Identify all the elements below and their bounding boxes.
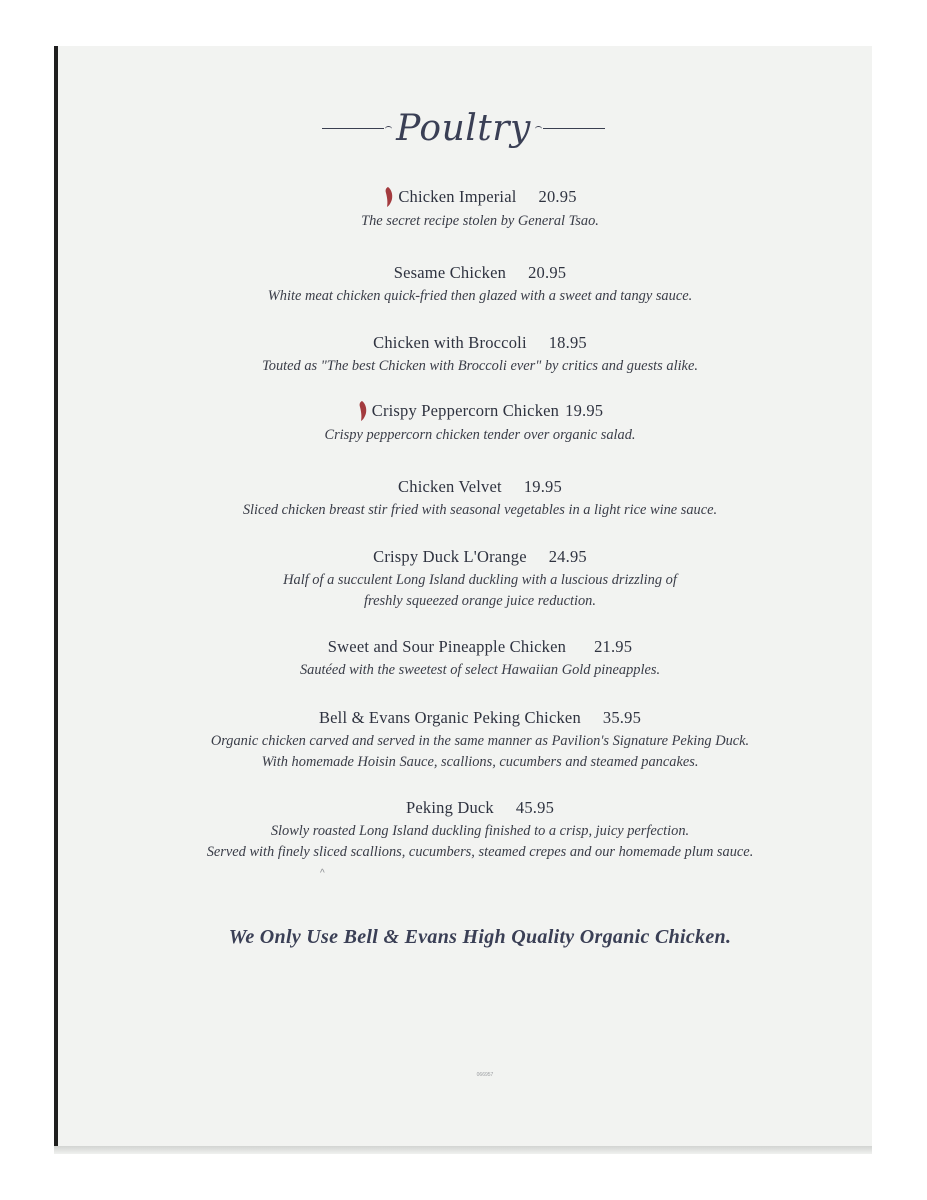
item-description-line: Served with finely sliced scallions, cucumbers, steamed crepes and our homemade plum sauce. (206, 844, 754, 860)
item-description (100, 500, 860, 521)
item-price: 24.95 (548, 547, 587, 566)
menu-item (100, 477, 860, 521)
item-description (100, 356, 860, 377)
item-description (100, 425, 860, 446)
item-price: 20.95 (538, 187, 577, 206)
menu-item (100, 708, 860, 773)
item-description-line: Organic chicken carved and served in the same manner as Pavilion's Signature Peking Duck. (210, 733, 750, 749)
item-description (100, 660, 860, 681)
menu-item (100, 333, 860, 377)
item-price: 19.95 (523, 477, 562, 496)
item-name: Crispy Peppercorn Chicken (371, 401, 560, 420)
menu-item (100, 400, 860, 446)
heading-rule-right (543, 128, 605, 129)
item-description-line: With homemade Hoisin Sauce, scallions, cucumbers and steamed pancakes. (261, 754, 699, 770)
item-name: Chicken Velvet (398, 477, 502, 496)
item-description-line: Half of a succulent Long Island duckling with a luscious drizzling of (283, 572, 677, 588)
item-price: 35.95 (602, 708, 642, 727)
section-title: Poultry (396, 108, 531, 149)
item-description-line: Touted as "The best Chicken with Broccoli ever" by critics and guests alike. (262, 358, 698, 374)
item-description-line: Sautéed with the sweetest of select Hawaiian Gold pineapples. (299, 662, 661, 678)
item-description (100, 821, 860, 863)
item-price: 21.95 (594, 637, 633, 656)
menu-item (100, 637, 860, 681)
item-price: 20.95 (528, 263, 567, 282)
item-description (100, 286, 860, 307)
item-description-line: Crispy peppercorn chicken tender over organic salad. (324, 427, 636, 443)
menu-item (100, 547, 860, 612)
item-description-line: freshly squeezed orange juice reduction. (364, 593, 596, 609)
item-price: 45.95 (515, 798, 555, 817)
menu-item (100, 798, 860, 863)
item-description (100, 570, 860, 612)
footer-note: We Only Use Bell & Evans High Quality Organic Chicken. (228, 926, 732, 948)
item-price: 19.95 (565, 401, 604, 420)
item-price: 18.95 (548, 333, 587, 352)
item-name: Sesame Chicken (393, 263, 507, 282)
item-description (100, 211, 860, 232)
item-name: Crispy Duck L'Orange (373, 547, 527, 566)
item-name: Chicken with Broccoli (373, 333, 527, 352)
print-caret-mark: ^ (320, 868, 325, 879)
chili-pepper-icon (383, 186, 395, 208)
item-description-line: Slowly roasted Long Island duckling finished to a crisp, juicy perfection. (270, 823, 690, 839)
item-name: Chicken Imperial (398, 187, 517, 206)
section-heading (0, 108, 927, 149)
menu-item (100, 263, 860, 307)
heading-rule-left (322, 128, 384, 129)
item-name: Sweet and Sour Pineapple Chicken (327, 637, 567, 656)
item-name: Bell & Evans Organic Peking Chicken (318, 708, 581, 727)
page-edge-shadow (54, 1146, 872, 1154)
menu-item (100, 186, 860, 232)
page-code: 066957 (476, 1072, 494, 1078)
item-description-line: Sliced chicken breast stir fried with seasonal vegetables in a light rice wine sauce. (242, 502, 718, 518)
item-description (100, 731, 860, 773)
item-description-line: White meat chicken quick-fried then glazed with a sweet and tangy sauce. (267, 288, 693, 304)
item-name: Peking Duck (405, 798, 494, 817)
chili-pepper-icon (357, 400, 369, 422)
item-description-line: The secret recipe stolen by General Tsao. (361, 213, 599, 229)
